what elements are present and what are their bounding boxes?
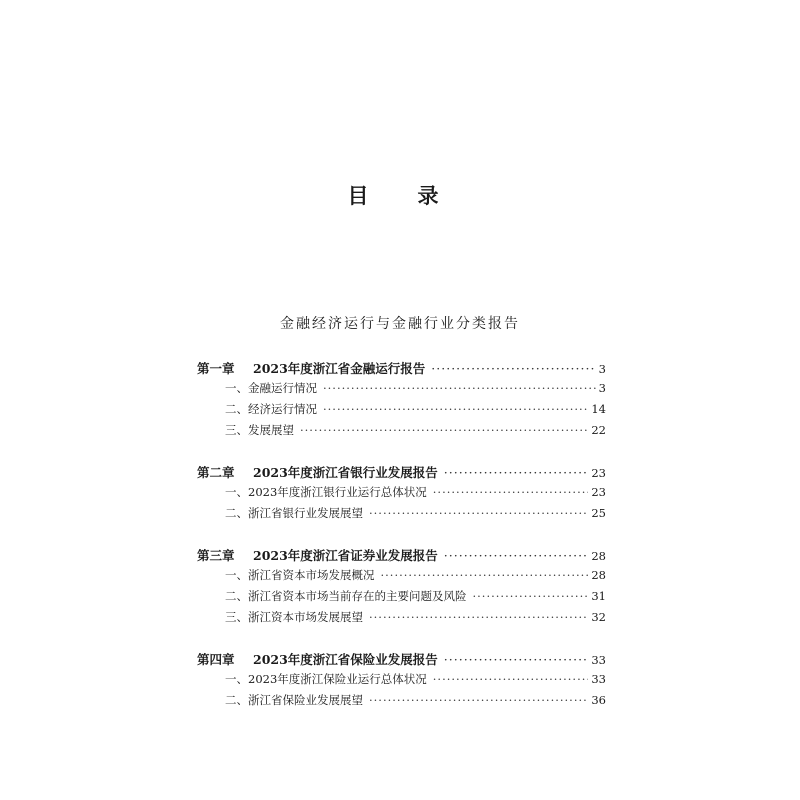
- chapter-title: 2023年度浙江省保险业发展报告: [253, 652, 438, 667]
- dot-leader: [433, 485, 589, 499]
- toc-section[interactable]: [197, 588, 606, 609]
- page-number: 33: [591, 653, 606, 667]
- chapter-number: 第三章: [197, 548, 235, 563]
- toc-chapter-3[interactable]: [197, 546, 606, 567]
- chapter-spacer: [197, 526, 606, 546]
- dot-leader: [323, 402, 588, 416]
- chapter-title: 2023年度浙江省金融运行报告: [253, 361, 426, 376]
- chapter-title: 2023年度浙江省证券业发展报告: [253, 548, 438, 563]
- chapter-spacer: [197, 443, 606, 463]
- page-number: 32: [591, 610, 606, 624]
- page-number: 23: [591, 485, 606, 499]
- dot-leader: [369, 610, 588, 624]
- page-number: 3: [598, 362, 606, 376]
- toc-section[interactable]: [197, 671, 606, 692]
- toc-section[interactable]: [197, 401, 606, 422]
- toc-section[interactable]: [197, 567, 606, 588]
- toc-section[interactable]: [197, 484, 606, 505]
- chapter-number: 第一章: [197, 361, 235, 376]
- page-number: 33: [591, 672, 606, 686]
- page-number: 23: [591, 466, 606, 480]
- section-title: 二、浙江省保险业发展展望: [225, 693, 363, 707]
- toc-chapter-2[interactable]: [197, 463, 606, 484]
- toc-chapter-1[interactable]: [197, 359, 606, 380]
- section-title: 一、2023年度浙江保险业运行总体状况: [225, 672, 427, 686]
- dot-leader: [323, 381, 596, 395]
- part-subtitle: 金融经济运行与金融行业分类报告: [280, 316, 520, 332]
- dot-leader: [444, 652, 589, 667]
- page-number: 14: [591, 402, 606, 416]
- toc-section[interactable]: [197, 422, 606, 443]
- dot-leader: [431, 361, 595, 376]
- page-number: 36: [591, 693, 606, 707]
- toc-section[interactable]: [197, 380, 606, 401]
- page-title: 目 录: [347, 183, 453, 208]
- toc-chapter-4[interactable]: [197, 650, 606, 671]
- chapter-number: 第二章: [197, 465, 235, 480]
- table-of-contents: [197, 359, 606, 713]
- page-number: 31: [591, 589, 606, 603]
- dot-leader: [444, 548, 589, 563]
- toc-section[interactable]: [197, 505, 606, 526]
- page-number: 25: [591, 506, 606, 520]
- section-title: 一、2023年度浙江银行业运行总体状况: [225, 485, 427, 499]
- section-title: 一、金融运行情况: [225, 381, 317, 395]
- chapter-spacer: [197, 630, 606, 650]
- section-title: 二、浙江省资本市场当前存在的主要问题及风险: [225, 589, 467, 603]
- dot-leader: [433, 672, 589, 686]
- section-title: 二、浙江省银行业发展展望: [225, 506, 363, 520]
- section-title: 二、经济运行情况: [225, 402, 317, 416]
- section-title: 三、浙江资本市场发展展望: [225, 610, 363, 624]
- page-number: 22: [591, 423, 606, 437]
- dot-leader: [444, 465, 589, 480]
- toc-section[interactable]: [197, 692, 606, 713]
- dot-leader: [300, 423, 588, 437]
- dot-leader: [473, 589, 589, 603]
- section-title: 一、浙江省资本市场发展概况: [225, 568, 375, 582]
- dot-leader: [369, 693, 588, 707]
- page-number: 28: [591, 568, 606, 582]
- page-number: 28: [591, 549, 606, 563]
- page-number: 3: [598, 381, 606, 395]
- chapter-number: 第四章: [197, 652, 235, 667]
- dot-leader: [369, 506, 588, 520]
- chapter-title: 2023年度浙江省银行业发展报告: [253, 465, 438, 480]
- toc-section[interactable]: [197, 609, 606, 630]
- section-title: 三、发展展望: [225, 423, 294, 437]
- dot-leader: [381, 568, 589, 582]
